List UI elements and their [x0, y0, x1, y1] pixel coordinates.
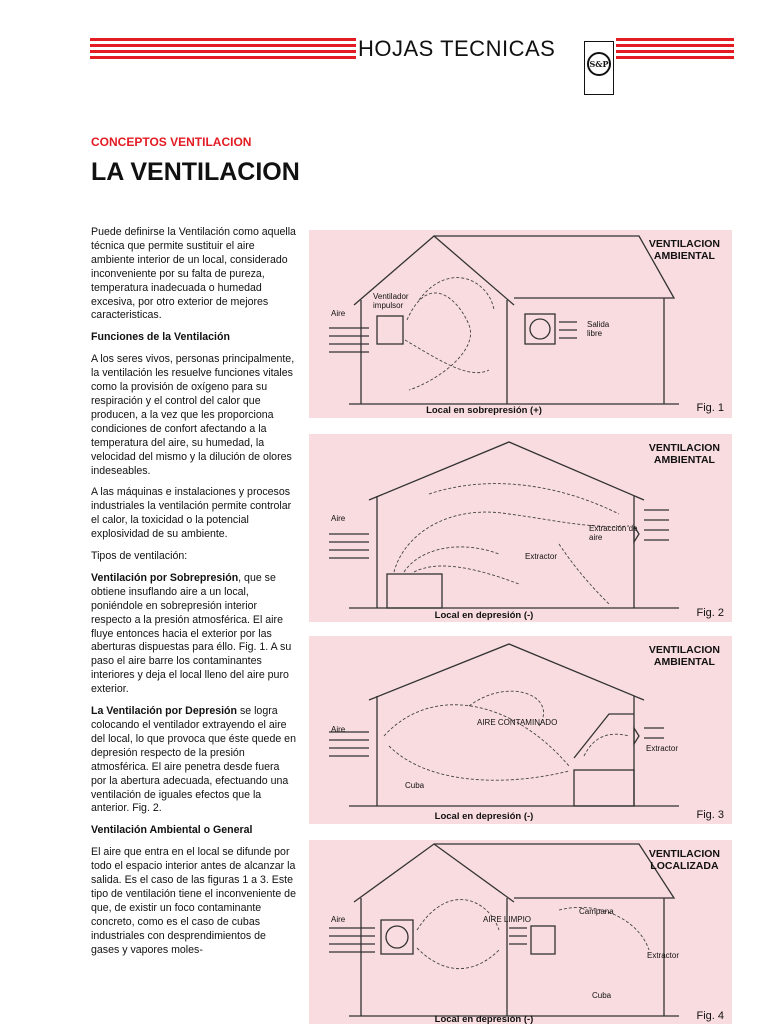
figure-title [649, 644, 720, 668]
paragraph-text: , que se obtiene insuflando aire a un local, poniéndole en sobrepresión interior respecto a la presión atmosférica. El aire fluye entonces hacia el exterior por las aberturas dispuestas para éllo. Fig. 1. A su paso el aire barre los contaminantes interiores y deja el local lleno del aire puro exterior. [91, 571, 292, 696]
header-rule-right [616, 38, 734, 62]
figure-number: Fig. 1 [696, 402, 724, 414]
paragraph: A las máquinas e instalaciones y procesos industriales la ventilación permite controlar el calor, la toxicidad o la potencial explosividad de su ambiente. [91, 486, 292, 541]
page-title: LA VENTILACION [91, 158, 300, 186]
figure-caption: Local en depresión (-) [434, 1014, 534, 1025]
figure-title-line: VENTILACION [648, 644, 720, 656]
figure-title-line: VENTILACION [648, 238, 720, 250]
figure-number: Fig. 2 [696, 607, 724, 619]
section-label: CONCEPTOS VENTILACION [91, 135, 252, 149]
figure-title [649, 238, 720, 262]
figure-caption: Local en sobrepresión (+) [426, 405, 542, 416]
figure-2 [309, 434, 732, 622]
figure-title [649, 442, 720, 466]
figure-4 [309, 840, 732, 1024]
figure-number: Fig. 3 [696, 809, 724, 821]
label-campana: Campana [579, 907, 614, 916]
figure-title-line: LOCALIZADA [650, 860, 719, 872]
term: Ventilación por Sobrepresión [91, 571, 239, 584]
label-extractor: Extractor [647, 951, 680, 960]
label-aire: Aire [331, 915, 346, 924]
figure-number: Fig. 4 [696, 1010, 724, 1022]
paragraph: Puede definirse la Ventilación como aquella técnica que permite sustituir el aire ambiente interior de un local, considerado inconveniente por su falta de pureza, temperatura inadecuada o humedad excesiva, por otro exterior de mejores caracteristicas. [91, 226, 296, 322]
figure-title-line: VENTILACION [648, 442, 720, 454]
figure-title-line: AMBIENTAL [653, 250, 715, 262]
subheading: Funciones de la Ventilación [91, 331, 230, 344]
label-extraccion: Extracción de aire [589, 524, 638, 542]
figure-1 [309, 230, 732, 418]
figure-title-line: VENTILACION [648, 848, 720, 860]
label-extractor: Extractor [525, 552, 558, 561]
label-extractor: Extractor [646, 744, 679, 753]
label-aire: Aire [331, 309, 346, 318]
sp-logo-text: S&P [587, 52, 611, 76]
label-aire: Aire [331, 725, 346, 734]
header-title: HOJAS TECNICAS [358, 36, 556, 61]
label-ventilador: Ventilador impulsor [373, 292, 409, 310]
figure-caption: Local en depresión (-) [434, 610, 534, 621]
label-limpio: AIRE LIMPIO [483, 915, 532, 924]
figure-title-line: AMBIENTAL [653, 454, 715, 466]
label-cuba: Cuba [592, 991, 612, 1000]
figure-caption: Local en depresión (-) [434, 811, 534, 822]
subheading: Ventilación Ambiental o General [91, 824, 253, 837]
label-salida: Salida libre [587, 320, 610, 338]
paragraph [91, 572, 297, 697]
figure-title [649, 848, 720, 872]
body-text [91, 226, 297, 966]
term: La Ventilación por Depresión [91, 705, 237, 718]
label-cuba: Cuba [405, 781, 425, 790]
paragraph: El aire que entra en el local se difunde por todo el espacio interior antes de alcanzar la salida. Es el caso de las figuras 1 a 3. Este tipo de ventilación tiene el inconveniente de que, de existir un foco contaminante concreto, como es el caso de cubas industriales con desprendimientos de gases y vapores moles- [91, 846, 296, 956]
label-contaminado: AIRE CONTAMINADO [477, 718, 558, 727]
figure-3 [309, 636, 732, 824]
header-rule-left [90, 38, 356, 62]
paragraph-text: se logra colocando el ventilador extrayendo el aire del local, lo que provoca que éste quede en depresión respecto de la presión atmosférica. El aire penetra desde fuera por la abertura adecuada, efectuando una ventilación de iguales efectos que la anterior. Fig. 2. [91, 705, 296, 815]
figure-title-line: AMBIENTAL [653, 656, 715, 668]
paragraph: Tipos de ventilación: [91, 550, 188, 563]
paragraph: A los seres vivos, personas principalmente, la ventilación les resuelve funciones vitales como la provisión de oxígeno para su respiración y el control del calor que producen, a la vez que les proporciona condiciones de confort afectando a la temperatura del aire, su humedad, la velocidad del mismo y la dilución de olores indeseables. [91, 353, 295, 477]
paragraph [91, 705, 297, 816]
label-aire: Aire [331, 514, 346, 523]
sp-logo [584, 41, 614, 95]
